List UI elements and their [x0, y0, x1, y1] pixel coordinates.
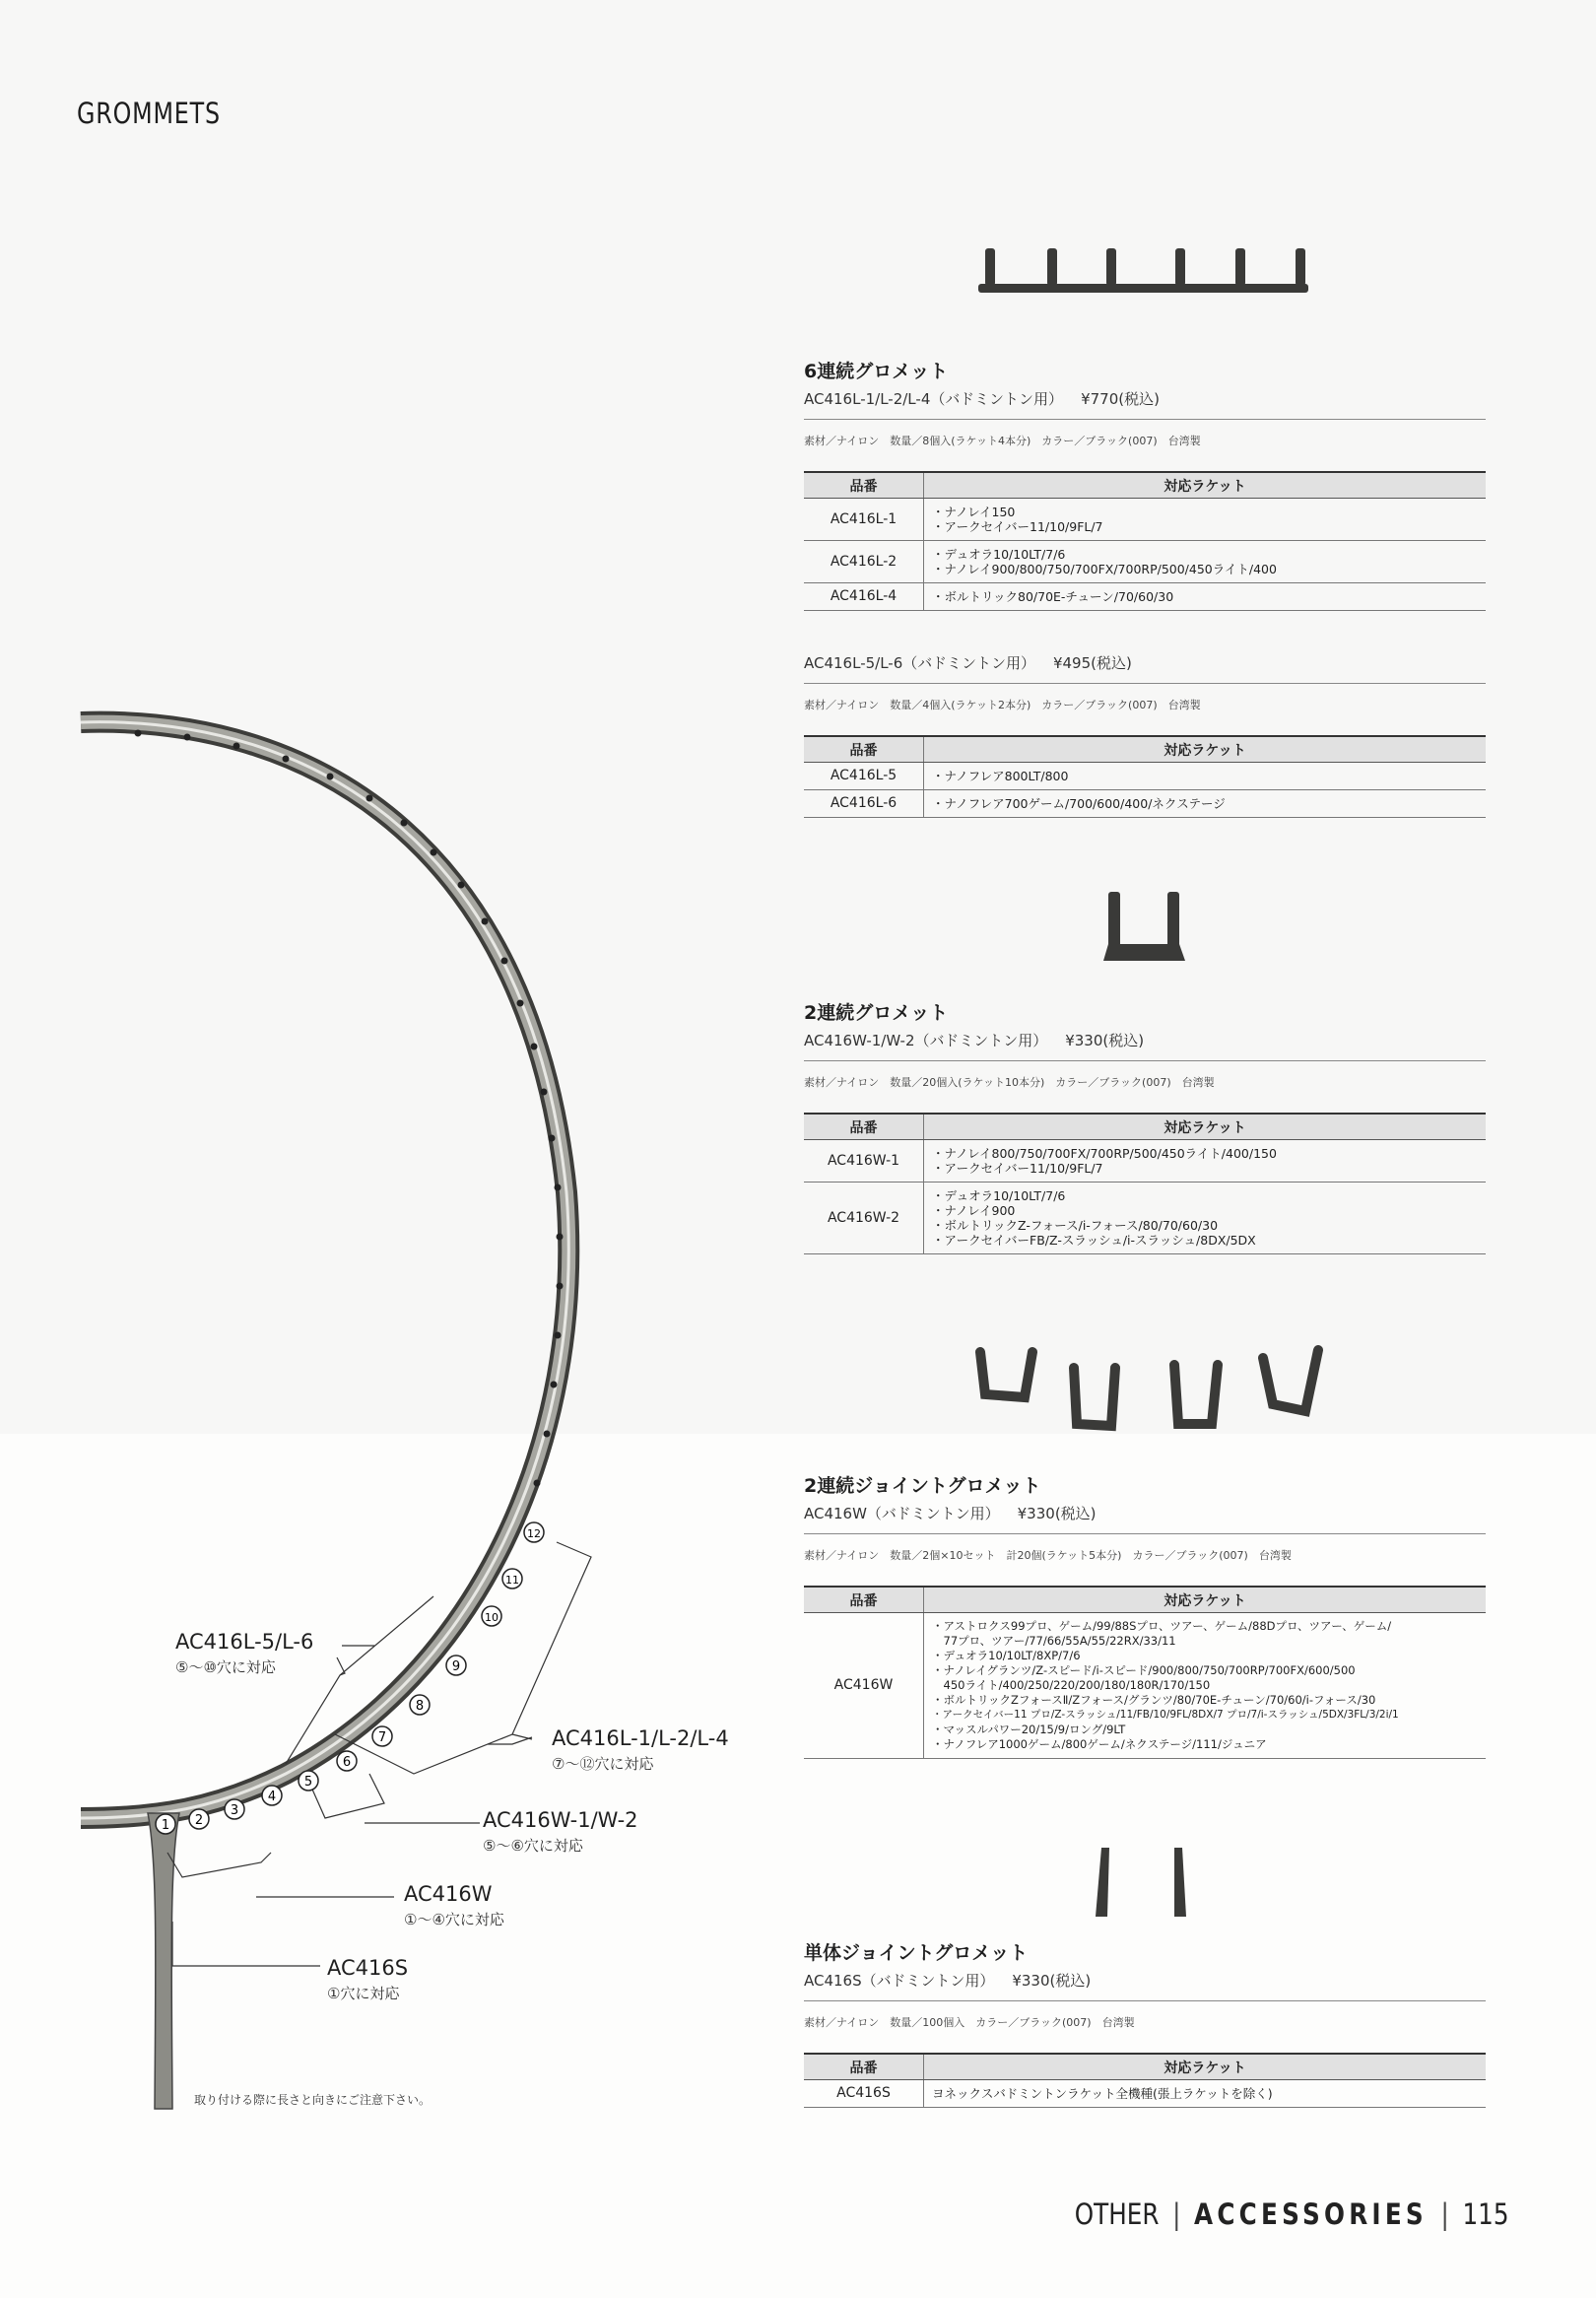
product-six-grommet-l5-l6 [804, 647, 1486, 818]
svg-text:12: 12 [527, 1527, 541, 1540]
product-name: 6連続グロメット [804, 361, 949, 382]
product-two-grommet [804, 998, 1486, 1254]
row-code: AC416L-4 [804, 583, 924, 611]
installation-note: 取り付ける際に長さと向きにご注意下さい。 [194, 2093, 432, 2107]
product-code-line [804, 388, 1486, 409]
product-price: ¥330(税込) [1065, 1032, 1145, 1049]
table-header-row [804, 1587, 1486, 1613]
table-header-row [804, 2054, 1486, 2080]
header-code: 品番 [804, 1114, 924, 1140]
row-code: AC416W [804, 1613, 924, 1759]
frame-grommet-dots [135, 730, 564, 1487]
compat-table [804, 1586, 1486, 1759]
label-code: AC416S [327, 1956, 409, 1980]
compat-table [804, 735, 1486, 818]
product-code: AC416L-1/L-2/L-4（バドミントン用） [804, 390, 1064, 408]
hole-8 [410, 1695, 430, 1715]
divider [804, 419, 1486, 420]
table-header-row [804, 736, 1486, 763]
product-code: AC416W-1/W-2（バドミントン用） [804, 1032, 1048, 1049]
table-row [804, 763, 1486, 790]
divider [804, 1533, 1486, 1534]
hole-3 [225, 1799, 244, 1819]
label-code: AC416W-1/W-2 [483, 1808, 638, 1832]
product-code: AC416W（バドミントン用） [804, 1505, 1000, 1522]
row-code: AC416L-1 [804, 499, 924, 541]
header-code: 品番 [804, 1587, 924, 1613]
page-title: GROMMETS [77, 97, 221, 130]
label-ac416l-1-l-2-l-4 [552, 1726, 729, 1774]
label-ac416s [327, 1956, 408, 2003]
header-rackets: 対応ラケット [924, 472, 1487, 499]
product-six-grommet [804, 357, 1486, 611]
hole-1 [156, 1814, 175, 1834]
label-range: ①～④穴に対応 [404, 1911, 504, 1928]
table-header-row [804, 1114, 1486, 1140]
hole-9 [446, 1656, 466, 1675]
compat-table [804, 1113, 1486, 1254]
joint-grommet-image [980, 1350, 1318, 1426]
product-spec: 素材／ナイロン 数量／4個入(ラケット2本分) カラー／ブラック(007) 台湾製 [804, 699, 1201, 711]
divider [804, 683, 1486, 684]
product-name: 2連続グロメット [804, 1002, 949, 1024]
header-code: 品番 [804, 736, 924, 763]
row-code: AC416L-6 [804, 790, 924, 818]
product-single-joint-grommet [804, 1938, 1486, 2108]
product-name: 単体ジョイントグロメット [804, 1942, 1029, 1964]
page-number: 115 [1462, 2197, 1509, 2231]
svg-text:2: 2 [194, 1813, 204, 1828]
label-range: ①穴に対応 [327, 1985, 400, 2002]
hole-6 [337, 1751, 357, 1771]
row-rackets: ヨネックスバドミントンラケット全機種(張上ラケットを除く) [924, 2080, 1487, 2108]
row-code: AC416L-5 [804, 763, 924, 790]
header-rackets: 対応ラケット [924, 1587, 1487, 1613]
compat-table [804, 471, 1486, 611]
hole-2 [189, 1809, 209, 1829]
two-grommet-image [1103, 892, 1185, 961]
label-code: AC416L-5/L-6 [175, 1630, 314, 1654]
row-rackets: ・ボルトリック80/70E-チューン/70/60/30 [924, 583, 1487, 611]
label-ac416w-1-w-2 [483, 1808, 638, 1856]
row-rackets: ・ナノレイ150 ・アークセイバー11/10/9FL/7 [924, 499, 1487, 541]
hole-10 [482, 1606, 501, 1626]
page-footer [1075, 2197, 1509, 2231]
six-grommet-image [978, 248, 1308, 293]
product-code-line [804, 1970, 1486, 1991]
product-price: ¥770(税込) [1081, 390, 1160, 408]
hole-5 [299, 1771, 318, 1791]
divider [804, 2000, 1486, 2001]
footer-category: ACCESSORIES [1194, 2197, 1429, 2231]
single-grommet-image [1096, 1848, 1186, 1917]
table-row [804, 1613, 1486, 1759]
hole-11 [502, 1569, 522, 1588]
product-code-line [804, 1503, 1486, 1523]
product-price: ¥330(税込) [1017, 1505, 1097, 1522]
divider [804, 1060, 1486, 1061]
svg-text:11: 11 [505, 1574, 519, 1587]
table-row [804, 2080, 1486, 2108]
header-rackets: 対応ラケット [924, 2054, 1487, 2080]
svg-text:8: 8 [415, 1699, 425, 1714]
label-range: ⑤～⑥穴に対応 [483, 1837, 583, 1855]
label-range: ⑤～⑩穴に対応 [175, 1658, 276, 1676]
svg-text:4: 4 [267, 1790, 277, 1804]
header-code: 品番 [804, 2054, 924, 2080]
product-spec: 素材／ナイロン 数量／2個×10セット 計20個(ラケット5本分) カラー／ブラック(007) 台湾製 [804, 1549, 1292, 1562]
hole-4 [262, 1786, 282, 1805]
header-rackets: 対応ラケット [924, 736, 1487, 763]
footer-separator: | [1172, 2197, 1181, 2231]
row-code: AC416S [804, 2080, 924, 2108]
table-row [804, 790, 1486, 818]
row-rackets: ・アストロクス99プロ、ゲーム/99/88Sプロ、ツアー、ゲーム/88Dプロ、ツアー、ゲーム/ 77プロ、ツアー/77/66/55A/55/22RX/33/11 ・デュオラ10/10LT/8XP/7/6 ・ナノレイグランツ/Z-スピード/i-スピード/900/800/750/700RP/700FX/600/500 450ライト/400/250/220/200/180/180R/170/150 ・ボルトリックZフォースⅡ/Zフォース/グランツ/80/70E-チューン/70/60/i-フォース/30 ・アークセイバー11 プロ/Z-スラッシュ/11/FB/10/9FL/8DX/7 プロ/7/i-スラッシュ/5DX/3FL/3/2i/1 ・マッスルパワー20/15/9/ロング/9LT ・ナノフレア1000ゲーム/800ゲーム/ネクステージ/111/ジュニア [924, 1613, 1487, 1759]
footer-section: OTHER [1075, 2197, 1160, 2231]
product-spec: 素材／ナイロン 数量／20個入(ラケット10本分) カラー／ブラック(007) 台湾製 [804, 1076, 1215, 1089]
product-spec: 素材／ナイロン 数量／100個入 カラー／ブラック(007) 台湾製 [804, 2016, 1135, 2029]
product-price: ¥495(税込) [1052, 654, 1132, 672]
row-rackets: ・デュオラ10/10LT/7/6 ・ナノレイ900/800/750/700FX/700RP/500/450ライト/400 [924, 541, 1487, 583]
svg-text:9: 9 [451, 1659, 461, 1674]
table-row [804, 1183, 1486, 1254]
hole-7 [372, 1726, 392, 1746]
row-code: AC416L-2 [804, 541, 924, 583]
table-row [804, 541, 1486, 583]
product-code: AC416L-5/L-6（バドミントン用） [804, 654, 1035, 672]
header-code: 品番 [804, 472, 924, 499]
svg-text:1: 1 [161, 1818, 170, 1833]
table-header-row [804, 472, 1486, 499]
row-rackets: ・ナノフレア800LT/800 [924, 763, 1487, 790]
compat-table [804, 2053, 1486, 2108]
product-code-line [804, 652, 1486, 673]
row-code: AC416W-1 [804, 1140, 924, 1183]
product-name: 2連続ジョイントグロメット [804, 1475, 1041, 1497]
table-row [804, 499, 1486, 541]
svg-text:5: 5 [303, 1775, 313, 1790]
product-code: AC416S（バドミントン用） [804, 1972, 995, 1990]
row-code: AC416W-2 [804, 1183, 924, 1254]
footer-separator: | [1441, 2197, 1450, 2231]
row-rackets: ・ナノレイ800/750/700FX/700RP/500/450ライト/400/150 ・アークセイバー11/10/9FL/7 [924, 1140, 1487, 1183]
svg-text:6: 6 [342, 1755, 352, 1770]
label-code: AC416W [404, 1882, 493, 1906]
product-price: ¥330(税込) [1012, 1972, 1092, 1990]
product-joint-grommet [804, 1471, 1486, 1759]
label-code: AC416L-1/L-2/L-4 [552, 1726, 729, 1750]
row-rackets: ・ナノフレア700ゲーム/700/600/400/ネクステージ [924, 790, 1487, 818]
label-ac416l-5-l-6 [175, 1630, 313, 1677]
label-range: ⑦～⑫穴に対応 [552, 1755, 654, 1773]
table-row [804, 583, 1486, 611]
svg-text:7: 7 [377, 1730, 387, 1745]
row-rackets: ・デュオラ10/10LT/7/6 ・ナノレイ900 ・ボルトリックZ-フォース/i-フォース/80/70/60/30 ・アークセイバーFB/Z-スラッシュ/i-スラッシュ/8DX/5DX [924, 1183, 1487, 1254]
product-code-line [804, 1030, 1486, 1050]
label-ac416w [404, 1882, 504, 1929]
header-rackets: 対応ラケット [924, 1114, 1487, 1140]
product-spec: 素材／ナイロン 数量／8個入(ラケット4本分) カラー／ブラック(007) 台湾製 [804, 435, 1201, 447]
hole-12 [524, 1522, 544, 1542]
svg-text:3: 3 [230, 1803, 239, 1818]
svg-text:10: 10 [485, 1611, 499, 1624]
table-row [804, 1140, 1486, 1183]
